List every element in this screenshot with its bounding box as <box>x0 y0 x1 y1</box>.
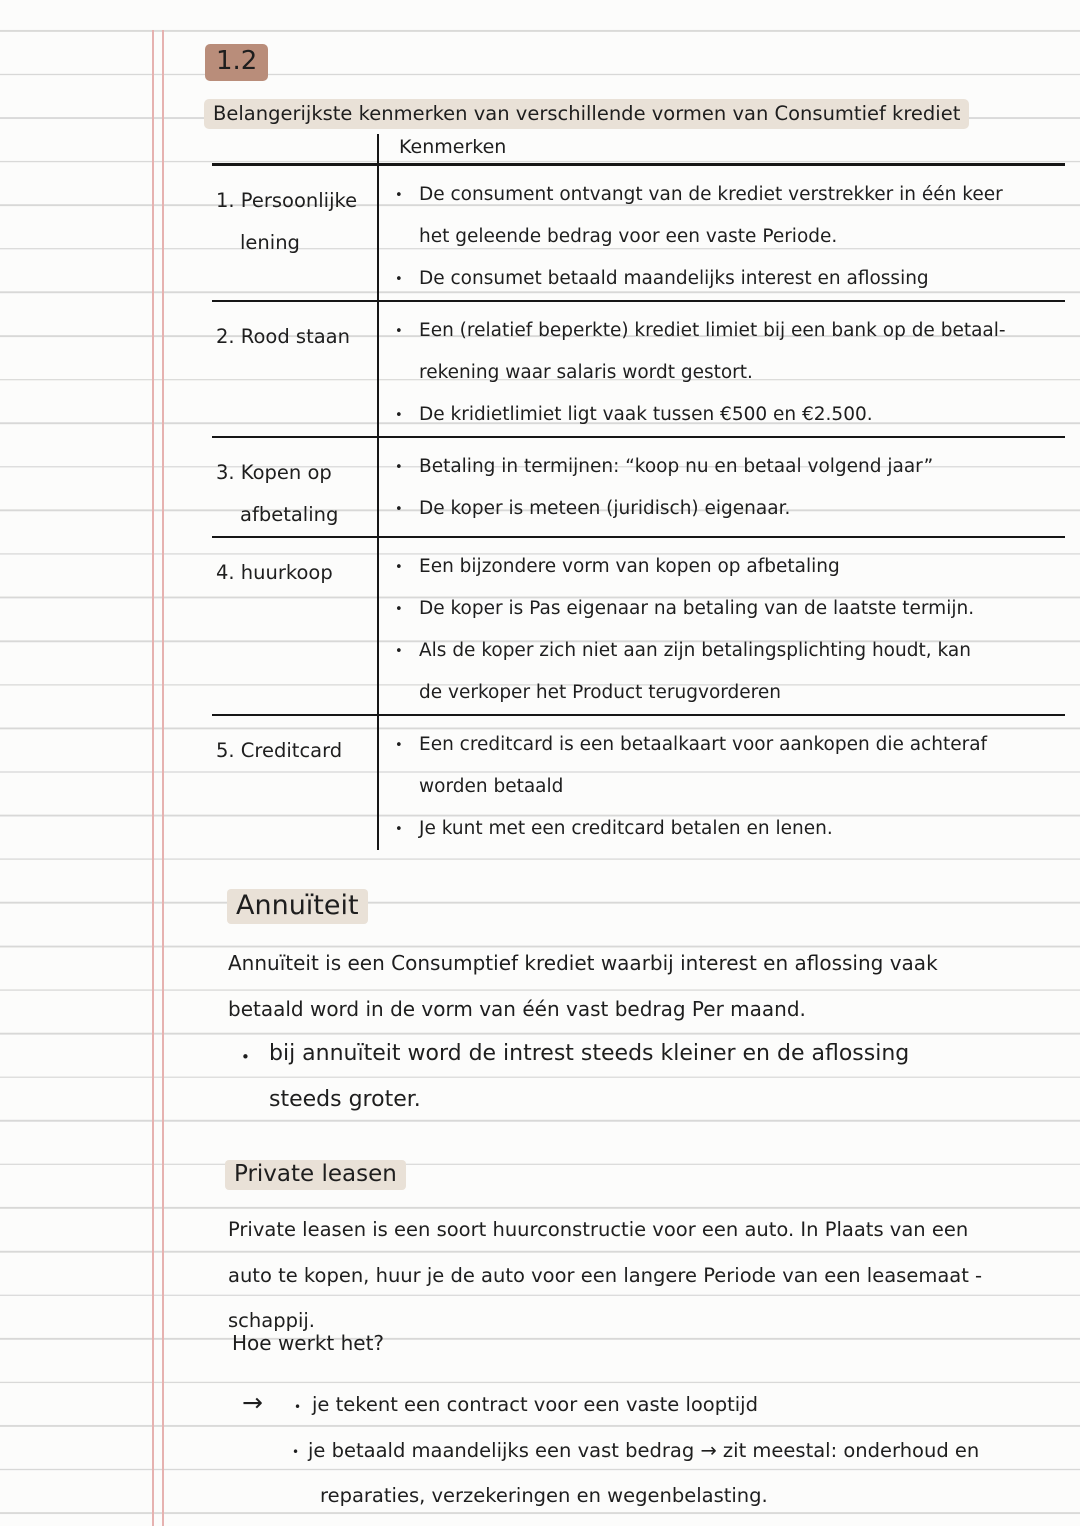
bullet-dot-icon: • <box>395 502 403 517</box>
row-label-line: 5. Creditcard <box>216 739 343 762</box>
paragraph-line: betaald word in de vorm van één vast bedrag Per maand. <box>228 996 806 1021</box>
row-label-line: 3. Kopen op <box>216 461 332 484</box>
bullet-dot-icon: • <box>395 644 403 659</box>
margin-line <box>162 30 164 1526</box>
row-label-line: lening <box>240 231 300 254</box>
bullet-text-line: het geleende bedrag voor een vaste Periode. <box>419 226 838 247</box>
bullet-dot-icon: • <box>395 408 403 423</box>
arrow-list-item <box>288 1428 979 1518</box>
bullet-item <box>391 808 1065 850</box>
arrow-list-item <box>242 1383 758 1427</box>
credit-types-table <box>212 134 1065 850</box>
how-it-works-question: Hoe werkt het? <box>232 1331 385 1355</box>
bullet-text-line: De koper is Pas eigenaar na betaling van de laatste termijn. <box>419 598 975 619</box>
bullet-dot-icon: • <box>395 272 403 287</box>
paragraph-line: Annuïteit is een Consumptief krediet waarbij interest en aflossing vaak <box>228 951 938 975</box>
bullet-text-line: Als de koper zich niet aan zijn betalingsplichting houdt, kan <box>419 640 971 661</box>
bullet-item <box>391 488 1065 530</box>
bullet-text-line: De koper is meteen (juridisch) eigenaar. <box>419 498 791 519</box>
bullet-item <box>391 588 1065 630</box>
bullet-text-line: bij annuïteit word de intrest steeds kleiner en de aflossing <box>269 1041 910 1066</box>
bullet-item <box>391 446 1065 488</box>
table-row <box>212 302 1065 438</box>
row-content <box>377 716 1065 850</box>
row-content <box>377 302 1065 436</box>
row-label <box>212 438 377 536</box>
row-content <box>377 438 1065 536</box>
row-content <box>377 166 1065 300</box>
row-label <box>212 302 377 436</box>
bullet-dot-icon: • <box>395 738 403 753</box>
row-content <box>377 538 1065 714</box>
bullet-text-line: worden betaald <box>419 776 564 797</box>
bullet-text-line: Je kunt met een creditcard betalen en lenen. <box>419 818 833 839</box>
annuiteit-heading: Annuïteit <box>227 889 368 924</box>
table-row <box>212 716 1065 850</box>
bullet-item <box>391 724 1065 808</box>
bullet-text-line: Een (relatief beperkte) krediet limiet bij een bank op de betaal- <box>419 320 1006 341</box>
bullet-dot-icon: • <box>395 560 403 575</box>
annuiteit-paragraph <box>228 941 1073 1032</box>
bullet-item <box>391 174 1065 258</box>
bullet-text-line: reparaties, verzekeringen en wegenbelasting. <box>320 1484 768 1507</box>
row-label <box>212 166 377 300</box>
bullet-text-line: Een bijzondere vorm van kopen op afbetaling <box>419 556 840 577</box>
bullet-item <box>391 258 1065 300</box>
bullet-dot-icon: • <box>241 1048 250 1066</box>
bullet-item <box>391 310 1065 394</box>
bullet-text-line: De kridietlimiet ligt vaak tussen €500 en €2.500. <box>419 404 873 425</box>
private-lease-paragraph <box>228 1207 1078 1344</box>
margin-line <box>152 30 154 1526</box>
bullet-text-line: rekening waar salaris wordt gestort. <box>419 362 753 383</box>
bullet-dot-icon: • <box>395 822 403 837</box>
annuiteit-bullet <box>237 1031 1077 1123</box>
row-label-line: afbetaling <box>240 503 339 526</box>
row-label-line: 4. huurkoop <box>216 561 333 584</box>
bullet-text-line: de verkoper het Product terugvorderen <box>419 682 781 703</box>
paragraph-line: auto te kopen, huur je de auto voor een langere Periode van een leasemaat - <box>228 1263 983 1287</box>
bullet-item <box>391 546 1065 588</box>
bullet-text-line: je tekent een contract voor een vaste looptijd <box>312 1393 758 1416</box>
bullet-text-line: steeds groter. <box>269 1087 421 1112</box>
bullet-text-line: je betaald maandelijks een vast bedrag → zit meestal: onderhoud en <box>308 1439 980 1462</box>
bullet-item <box>391 630 1065 714</box>
row-label <box>212 538 377 714</box>
bullet-dot-icon: • <box>395 188 403 203</box>
table-header-row <box>212 134 1065 166</box>
paragraph-line: schappij. <box>228 1309 315 1332</box>
bullet-dot-icon: • <box>292 1445 300 1459</box>
bullet-dot-icon: • <box>395 324 403 339</box>
table-row <box>212 538 1065 716</box>
bullet-item <box>391 394 1065 436</box>
bullet-dot-icon: • <box>294 1400 302 1414</box>
arrow-icon: → <box>242 1388 263 1417</box>
row-label-line: 2. Rood staan <box>216 325 350 348</box>
page-title: Belangerijkste kenmerken van verschillende vormen van Consumtief krediet <box>204 99 969 129</box>
paragraph-line: Private leasen is een soort huurconstructie voor een auto. In Plaats van een <box>228 1218 969 1241</box>
bullet-dot-icon: • <box>395 602 403 617</box>
bullet-text-line: De consument ontvangt van de krediet verstrekker in één keer <box>419 184 1003 205</box>
bullet-text-line: Een creditcard is een betaalkaart voor aankopen die achteraf <box>419 734 988 755</box>
table-header-cell: Kenmerken <box>377 134 1065 163</box>
bullet-text-line: Betaling in termijnen: “koop nu en betaal volgend jaar” <box>419 456 934 477</box>
table-row <box>212 166 1065 302</box>
table-row <box>212 438 1065 538</box>
row-label-line: 1. Persoonlijke <box>216 189 358 212</box>
row-label <box>212 716 377 850</box>
table-header-empty-cell <box>212 134 377 163</box>
bullet-dot-icon: • <box>395 460 403 475</box>
section-number: 1.2 <box>205 44 268 81</box>
private-lease-heading: Private leasen <box>225 1160 406 1190</box>
bullet-text-line: De consumet betaald maandelijks interest en aflossing <box>419 268 929 289</box>
